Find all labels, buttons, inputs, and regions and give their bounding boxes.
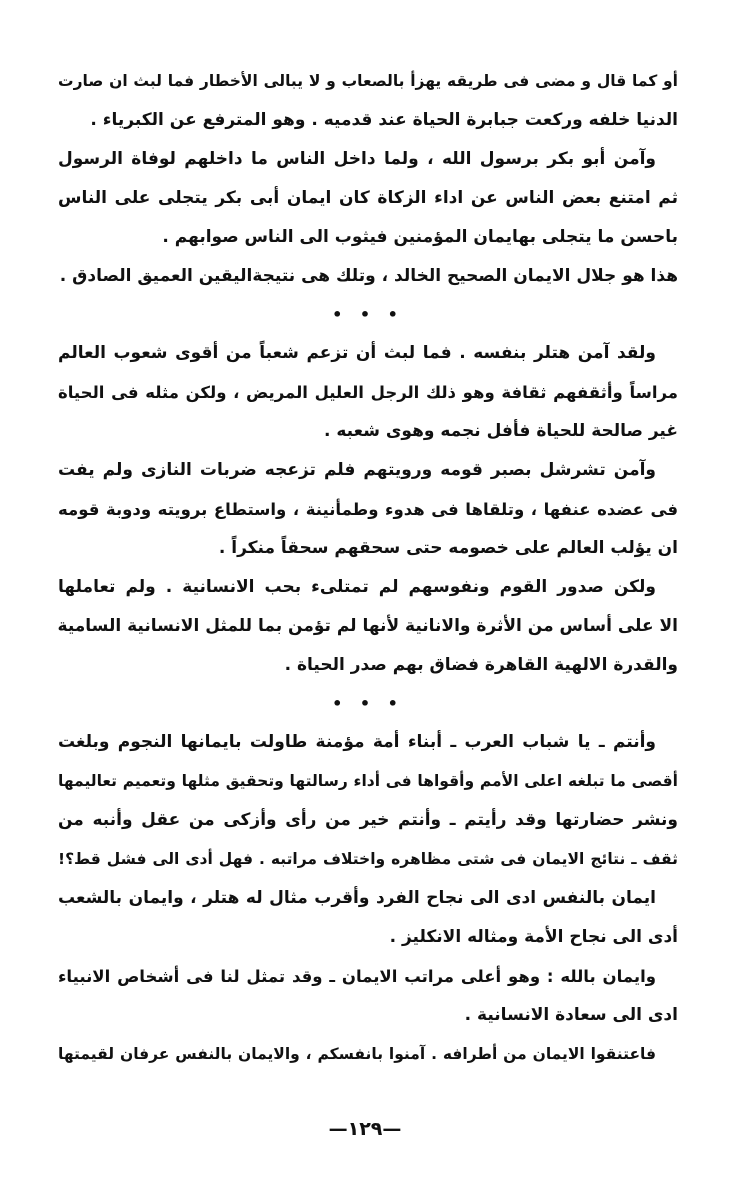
text-line: هذا هو جلال الايمان الصحيح الخالد ، وتلك هى نتيجةاليقين العميق الصادق . [59, 266, 678, 286]
paragraph [58, 1035, 678, 1074]
text-line: ثقف ـ نتائج الايمان فى شتى مظاهره واختلاف مراتبه . فهل أدى الى فشل قط؟! [58, 850, 678, 868]
text-line: أدى الى نجاح الأمة ومثاله الانكليز . [389, 927, 678, 947]
paragraph [58, 879, 678, 957]
text-line: مراساً وأثقفهم ثقافة وهو ذلك الرجل العليل المريض ، ولكن مثله فى الحياة [58, 383, 678, 402]
paragraph [58, 334, 678, 451]
text-line: غير صالحة للحياة فأفل نجمه وهوى شعبه . [323, 421, 678, 441]
paragraph [58, 62, 678, 140]
text-line: الدنيا خلفه وركعت جبابرة الحياة عند قدميه . وهو المترفع عن الكبرياء . [90, 110, 678, 130]
text-line: ونشر حضارتها وقد رأيتم ـ وأنتم خير من رأى وأزكى من عقل وأنبه من [58, 810, 678, 830]
text-line: أو كما قال و مضى فى طريقه يهزأ بالصعاب و لا يبالى الأخطار فما لبث ان صارت [58, 72, 678, 90]
text-line: أقصى ما تبلغه اعلى الأمم وأقواها فى أداء رسالتها وتحقيق مثلها وتعميم تعاليمها [58, 772, 678, 790]
section-separator: • • • [332, 694, 404, 713]
text-line: وآمن أبو بكر برسول الله ، ولما داخل الناس ما داخلهم لوفاة الرسول [58, 149, 656, 169]
text-line: ايمان بالنفس ادى الى نجاح الفرد وأقرب مثال له هتلر ، وايمان بالشعب [58, 888, 656, 908]
text-line: ان يؤلب العالم على خصومه حتى سحقهم سحقاً منكراً . [218, 538, 678, 558]
page-body [58, 62, 678, 1074]
text-line: وآمن تشرشل بصبر قومه ورويتهم فلم تزعجه ضربات النازى ولم يفت [58, 460, 656, 480]
text-line: الا على أساس من الأثرة والانانية لأنها لم تؤمن بما للمثل الانسانية السامية [58, 616, 678, 636]
paragraph [58, 957, 678, 1035]
page-number: —١٢٩— [328, 1118, 402, 1140]
text-line: وأنتم ـ يا شباب العرب ـ أبناء أمة مؤمنة طاولت بايمانها النجوم وبلغت [58, 732, 656, 752]
text-line: باحسن ما يتجلى بهايمان المؤمنين فيثوب الى الناس صوابهم . [162, 227, 678, 247]
text-line: فاعتنقوا الايمان من أطرافه . آمنوا بانفسكم ، والايمان بالنفس عرفان لقيمتها [58, 1045, 656, 1063]
paragraph [58, 140, 678, 296]
section-separator: • • • [332, 305, 404, 324]
paragraph [58, 568, 678, 685]
paragraph [58, 451, 678, 568]
paragraph [58, 723, 678, 879]
text-line: ولكن صدور القوم ونفوسهم لم تمتلىء بحب الانسانية . ولم تعاملها [58, 577, 656, 597]
text-line: وايمان بالله : وهو أعلى مراتب الايمان ـ وقد تمثل لنا فى أشخاص الانبياء [58, 967, 656, 986]
text-line: ادى الى سعادة الانسانية . [464, 1005, 678, 1025]
text-line: فى عضده عنفها ، وتلقاها فى هدوء وطمأنينة ، واستطاع برويته ودوبة قومه [58, 500, 678, 519]
text-line: ثم امتنع بعض الناس عن اداء الزكاة كان ايمان أبى بكر يتجلى على الناس [58, 188, 678, 208]
text-line: ولقد آمن هتلر بنفسه . فما لبث أن تزعم شعباً من أقوى شعوب العالم [58, 343, 656, 363]
text-line: والقدرة الالهية القاهرة فضاق بهم صدر الحياة . [284, 655, 678, 675]
